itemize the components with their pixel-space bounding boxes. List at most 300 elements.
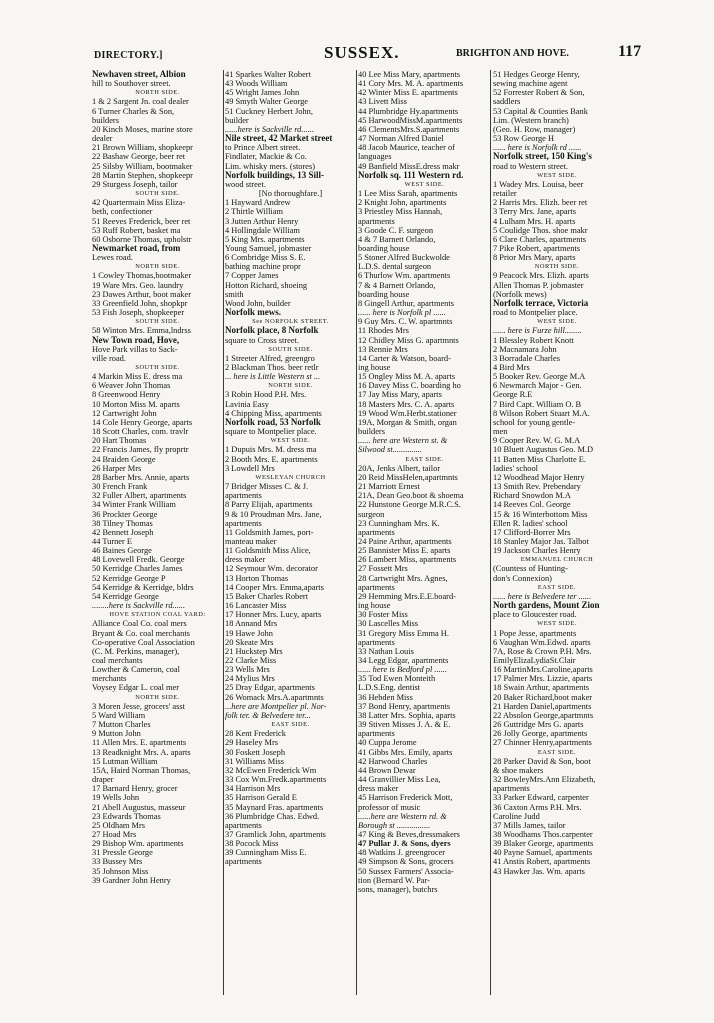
directory-entry: apartments bbox=[225, 518, 262, 528]
directory-entry: 24 Mylius Mrs bbox=[225, 674, 275, 684]
directory-entry: 36 Plumbridge Chas. Edwd. bbox=[225, 811, 320, 821]
directory-entry: 9 Cooper Rev. W. G. M.A bbox=[493, 436, 581, 446]
directory-entry: 5 Ward William bbox=[92, 710, 146, 720]
directory-entry: 43 Woods William bbox=[225, 79, 288, 89]
directory-entry: 37 Bond Henry, apartments bbox=[358, 701, 451, 711]
directory-entry: sons, manager), butchrs bbox=[358, 884, 438, 894]
directory-entry: George R.E bbox=[493, 390, 533, 400]
directory-entry: 42 Bennett Joseph bbox=[92, 527, 154, 537]
side-label: NORTH SIDE. bbox=[135, 89, 180, 97]
cross-reference: ...... here is Furze hill........ bbox=[493, 326, 582, 336]
side-label: WEST SIDE. bbox=[537, 318, 577, 326]
directory-column-1 bbox=[92, 70, 223, 985]
directory-entry: 3 Moren Jesse, grocers' asst bbox=[92, 701, 185, 711]
side-label: SOUTH SIDE. bbox=[268, 345, 313, 353]
directory-entry: 3 Borradale Charles bbox=[493, 353, 560, 363]
directory-entry: 20A, Jenks Albert, tailor bbox=[358, 463, 441, 473]
directory-entry: apartments bbox=[225, 491, 262, 501]
directory-entry: & shoe makers bbox=[493, 765, 544, 775]
directory-entry: retailer bbox=[493, 189, 517, 199]
directory-column-3 bbox=[358, 70, 491, 1000]
street-heading: Newmarket road, from bbox=[92, 243, 181, 253]
directory-entry: 1 & 2 Sargent Jn. coal dealer bbox=[92, 97, 189, 107]
directory-entry: 1 Pope Jesse, apartments bbox=[493, 628, 577, 638]
side-label: EAST SIDE. bbox=[537, 583, 577, 591]
directory-entry: 28 Kent Frederick bbox=[225, 729, 286, 739]
side-label: NORTH SIDE. bbox=[534, 263, 580, 271]
directory-entry: 26 Lambert Miss, apartments bbox=[358, 555, 457, 565]
directory-entry: 47 King & Beves,dressmakers bbox=[358, 829, 460, 839]
directory-entry: 17 Honner Mrs. Lucy, aparts bbox=[225, 610, 322, 620]
directory-entry: L.D.S. dental surgeon bbox=[358, 262, 432, 272]
directory-entry: 37 Gramlick John, apartments bbox=[225, 829, 326, 839]
directory-entry: 38 Latter Mrs. Sophia, aparts bbox=[358, 710, 456, 720]
header-left: DIRECTORY.] bbox=[94, 50, 163, 61]
directory-entry: 58 Winton Mrs. Emma,lndrss bbox=[92, 326, 191, 336]
directory-entry: Bryant & Co. coal merchants bbox=[92, 628, 190, 638]
directory-entry: 12 Seymour Wm. decorator bbox=[225, 564, 318, 574]
directory-entry: 1 Dupuis Mrs. M. dress ma bbox=[225, 445, 317, 455]
directory-entry: 7 Pike Robert, apartments bbox=[493, 243, 580, 253]
directory-entry: 2 Booth Mrs. E. apartments bbox=[225, 454, 318, 464]
directory-entry: apartments bbox=[493, 784, 530, 794]
directory-entry: school for young gentle- bbox=[493, 417, 576, 427]
directory-entry: merchants bbox=[92, 674, 127, 684]
directory-entry: 13 Rennie Mrs bbox=[358, 344, 408, 354]
street-heading: Norfolk street, 150 King's bbox=[493, 152, 592, 162]
directory-entry: 51 Hedges George Henry, bbox=[493, 70, 580, 79]
directory-entry: 27 Fossett Mrs bbox=[358, 564, 408, 574]
directory-entry: 2 Knight John, apartments bbox=[358, 198, 447, 208]
directory-entry: 24 Paine Arthur, apartments bbox=[358, 536, 452, 546]
side-label: HOVE STATION COAL YARD: bbox=[109, 611, 206, 619]
directory-entry: 26 Harper Mrs bbox=[92, 463, 142, 473]
cross-reference: Silwood st.............. bbox=[358, 445, 422, 455]
directory-entry: 35 Harrison Gerald E bbox=[225, 793, 297, 803]
directory-entry: 20 Reid MissHelen,apartmnts bbox=[358, 472, 458, 482]
directory-entry: 3 Priestley Miss Hannah, bbox=[358, 207, 443, 217]
directory-entry: 50 Sussex Farmers' Associa- bbox=[358, 866, 454, 876]
directory-entry: Ellen R. ladies' school bbox=[493, 518, 568, 528]
side-label: EAST SIDE. bbox=[271, 721, 310, 729]
directory-entry: 22 Absolon George,apartmnts bbox=[493, 710, 594, 720]
directory-entry: 44 Turner E bbox=[92, 536, 133, 546]
directory-entry: Findlater, Mackie & Co. bbox=[225, 152, 307, 162]
directory-entry: 16 Lancaster Miss bbox=[225, 601, 287, 611]
directory-entry: surgeon bbox=[358, 509, 385, 519]
directory-entry: 19 Wood Wm.Herbt.stationer bbox=[358, 408, 457, 418]
directory-entry: 8 Prior Mrs Mary, aparts bbox=[493, 253, 576, 263]
directory-entry: 17 Barnard Henry, grocer bbox=[92, 784, 178, 794]
running-header bbox=[92, 43, 714, 63]
side-label: EMMANUEL CHURCH bbox=[520, 556, 594, 564]
directory-entry: 38 Woodhams Thos.carpenter bbox=[493, 829, 593, 839]
side-label: WEST SIDE. bbox=[537, 620, 577, 628]
directory-entry: Lewes road. bbox=[92, 253, 133, 263]
directory-entry: ing house bbox=[358, 363, 391, 372]
directory-column-4 bbox=[493, 70, 621, 990]
directory-entry: 21 Marriott Ernest bbox=[358, 482, 420, 492]
directory-entry: 24 Braiden George bbox=[92, 454, 156, 464]
cross-reference: ......here is Sackville rd...... bbox=[225, 124, 314, 134]
directory-entry: 23 Wells Mrs bbox=[225, 665, 270, 675]
directory-entry: 7 Bird Capt. William O. B bbox=[493, 399, 582, 409]
directory-entry: 11 Batten Miss Charlotte E. bbox=[493, 454, 586, 464]
directory-entry: 15 Baker Charles Robert bbox=[225, 591, 309, 601]
directory-entry: 17 Jay Miss Mary, aparts bbox=[358, 390, 442, 400]
directory-entry: 19 Hawe John bbox=[225, 628, 273, 638]
directory-entry: 51 Cuckney Herbert John, bbox=[225, 106, 313, 116]
directory-entry: 6 Newmarch Major - Gen. bbox=[493, 381, 582, 391]
directory-entry: (Countess of Hunting- bbox=[493, 564, 568, 574]
header-title: SUSSEX. bbox=[324, 43, 400, 62]
directory-entry: 50 Kerridge Charles James bbox=[92, 564, 183, 574]
directory-entry: 4 Markin Miss E. dress ma bbox=[92, 372, 183, 382]
directory-entry: 18 Masters Mrs. C. A. aparts bbox=[358, 399, 455, 409]
directory-entry: 34 Winter Frank William bbox=[92, 500, 176, 510]
street-heading: Norfolk sq. 111 Western rd. bbox=[358, 170, 464, 180]
directory-entry: boarding house bbox=[358, 289, 410, 299]
directory-entry: 31 Williams Miss bbox=[225, 756, 285, 766]
directory-entry: 12 Woodhead Major Henry bbox=[493, 472, 585, 482]
directory-entry: 27 Hoad Mrs bbox=[92, 829, 137, 839]
directory-entry: 38 Tilney Thomas bbox=[92, 518, 153, 528]
directory-entry: 26 Womack Mrs.A.apartmnts bbox=[225, 692, 324, 702]
cross-reference: ...here are Montpelier pl. Nor- bbox=[225, 701, 327, 711]
directory-entry: 47 Pullar J. & Sons, dyers bbox=[358, 839, 451, 849]
directory-entry: bathing machine propr bbox=[225, 262, 301, 272]
directory-entry: 35 Maynard Fras. apartments bbox=[225, 802, 324, 812]
directory-entry: 18 Scott Charles, com. travlr bbox=[92, 427, 189, 437]
directory-entry: 44 Plumbridge Hy.apartments bbox=[358, 106, 459, 116]
directory-entry: 3 Jutten Arthur Henry bbox=[225, 216, 299, 226]
directory-entry: builders bbox=[92, 115, 119, 125]
directory-entry: 44 Brown Dewar bbox=[358, 765, 416, 775]
directory-entry: 29 Bishop Wm. apartments bbox=[92, 839, 184, 849]
directory-entry: 49 Simpson & Sons, grocers bbox=[358, 857, 454, 867]
directory-entry: 8 Greenwood Henry bbox=[92, 390, 161, 400]
directory-entry: 18 Stanley Major Jas. Talbot bbox=[493, 536, 589, 546]
directory-entry: languages bbox=[358, 152, 392, 162]
directory-entry: 54 Kerridge George bbox=[92, 591, 159, 601]
directory-entry: 25 Bannister Miss E. aparts bbox=[358, 546, 451, 556]
cross-reference: ...... here is Norfolk pl ...... bbox=[358, 308, 446, 318]
directory-entry: 33 Bussey Mrs bbox=[92, 857, 143, 867]
directory-entry: 15 & 16 Winterbottom Miss bbox=[493, 509, 588, 519]
column-rule bbox=[223, 70, 224, 995]
directory-entry: 48 Jacob Maurice, teacher of bbox=[358, 143, 455, 153]
directory-entry: 1 Streeter Alfred, greengro bbox=[225, 353, 315, 363]
directory-entry: 7 Mutton Charles bbox=[92, 720, 151, 730]
directory-entry: 6 Thurlow Wm. apartments bbox=[358, 271, 451, 281]
directory-entry: 33 Nathan Louis bbox=[358, 646, 414, 656]
directory-entry: 34 Harrison Mrs bbox=[225, 784, 281, 794]
directory-entry: 21 Huckstep Mrs bbox=[225, 646, 283, 656]
directory-entry: 28 Barber Mrs. Annie, aparts bbox=[92, 472, 190, 482]
directory-entry: 11 Goldsmith Miss Alice, bbox=[225, 546, 311, 556]
directory-entry: 26 Jolly George, apartments bbox=[493, 729, 588, 739]
cross-reference: folk ter. & Belvedere ter... bbox=[225, 710, 311, 720]
directory-entry: 32 BowleyMrs.Ann Elizabeth, bbox=[493, 775, 596, 785]
directory-entry: apartments bbox=[358, 729, 395, 739]
directory-entry: Hove Park villas to Sack- bbox=[92, 344, 178, 354]
side-label: EAST SIDE. bbox=[405, 455, 444, 463]
directory-entry: men bbox=[493, 427, 508, 437]
directory-entry: 4 & 7 Barnett Orlando, bbox=[358, 234, 436, 244]
directory-entry: 39 Stiven Misses J. A. & E. bbox=[358, 720, 451, 730]
directory-entry: saddlers bbox=[493, 97, 521, 107]
directory-entry: 14 Carter & Watson, board- bbox=[358, 353, 451, 363]
directory-entry: 16 MartinMrs.Caroline,aparts bbox=[493, 665, 593, 675]
directory-entry: 12 Chidley Miss G. apartmnts bbox=[358, 335, 459, 345]
directory-entry: 6 Turner Charles & Son, bbox=[92, 106, 175, 116]
directory-entry: (Norfolk mews) bbox=[493, 289, 547, 299]
directory-entry: wood street. bbox=[225, 179, 266, 189]
directory-entry: 9 & 10 Proudman Mrs. Jane, bbox=[225, 509, 322, 519]
directory-entry: 30 Lascelles Miss bbox=[358, 619, 419, 629]
side-label: EAST SIDE. bbox=[537, 748, 577, 756]
directory-entry: Allen Thomas P. jobmaster bbox=[493, 280, 584, 290]
directory-entry: road to Montpelier place. bbox=[493, 308, 578, 318]
directory-entry: 7 Bridger Misses C. & J. bbox=[225, 482, 309, 492]
directory-entry: 40 Cuppa Jerome bbox=[358, 738, 417, 748]
directory-entry: EmilyElizaLydiaSt.Clair bbox=[493, 656, 576, 665]
directory-entry: 29 Haseley Mrs bbox=[225, 738, 279, 748]
directory-entry: 42 Winter Miss E. apartments bbox=[358, 88, 458, 98]
side-label: WEST SIDE. bbox=[404, 180, 445, 188]
directory-entry: 40 Payne Samuel, apartments bbox=[493, 848, 593, 858]
cross-reference: Borough st ................ bbox=[358, 820, 431, 830]
directory-entry: Richard Snowdon M.A bbox=[493, 491, 571, 501]
directory-entry: boarding house bbox=[358, 243, 410, 253]
directory-entry: 33 Greenfield John, shopkpr bbox=[92, 298, 188, 308]
directory-entry: 9 Guy Mrs. C. W. apartmnts bbox=[358, 317, 453, 327]
directory-entry: 46 ClementsMrs.S.apartments bbox=[358, 124, 460, 134]
directory-entry: apartments bbox=[225, 857, 262, 867]
directory-entry: 21 Harden Daniel,apartments bbox=[493, 701, 592, 711]
directory-entry: Hotton Richard, shoeing bbox=[225, 280, 308, 290]
directory-entry: 2 Macnamara John bbox=[493, 344, 557, 354]
directory-entry: Alliance Coal Co. coal mers bbox=[92, 619, 187, 629]
directory-entry: manteau maker bbox=[225, 536, 277, 546]
directory-entry: 19 Wells John bbox=[92, 793, 140, 803]
directory-entry: apartments bbox=[358, 637, 395, 647]
directory-entry: 52 Forrester Robert & Son, bbox=[493, 88, 585, 98]
directory-entry: 43 Hawker Jas. Wm. aparts bbox=[493, 866, 585, 876]
cross-reference: ...... here is Norfolk rd ...... bbox=[493, 143, 582, 153]
directory-entry: 25 Oldham Mrs bbox=[92, 820, 146, 830]
directory-entry: 17 Palmer Mrs. Lizzie, aparts bbox=[493, 674, 593, 684]
page-number: 117 bbox=[618, 43, 642, 60]
directory-entry: 34 Legg Edgar, apartments bbox=[358, 656, 449, 665]
directory-entry: 6 Combridge Miss S. E. bbox=[225, 253, 306, 263]
directory-entry: 3 Lowdell Mrs bbox=[225, 463, 275, 473]
directory-entry: place to Gloucester road. bbox=[493, 610, 577, 620]
directory-entry: 42 Harwood Charles bbox=[358, 756, 428, 766]
directory-entry: square to Cross street. bbox=[225, 335, 299, 345]
directory-entry: L.D.S.Eng. dentist bbox=[358, 683, 421, 693]
directory-entry: 16 Davey Miss C. boarding ho bbox=[358, 381, 461, 391]
directory-entry: 32 McEwen Frederick Wm bbox=[225, 765, 317, 775]
directory-entry: Voysey Edgar L. coal mer bbox=[92, 683, 180, 693]
directory-entry: 4 Hollingdale William bbox=[225, 225, 300, 235]
directory-entry: 14 Reeves Col. George bbox=[493, 500, 571, 510]
directory-entry: 45 Wright James John bbox=[225, 88, 300, 98]
directory-entry: 31 Pressle George bbox=[92, 848, 153, 858]
directory-entry: 30 Foster Miss bbox=[358, 610, 408, 620]
directory-entry: 21 Abell Augustus, masseur bbox=[92, 802, 186, 812]
cross-reference: ......here are Western rd. & bbox=[358, 811, 447, 821]
directory-entry: apartments bbox=[358, 582, 395, 592]
directory-entry: 7 Copper James bbox=[225, 271, 279, 281]
directory-entry: 9 Mutton John bbox=[92, 729, 141, 739]
directory-entry: 33 Parker Edward, carpenter bbox=[493, 793, 589, 803]
directory-entry: 37 Mills James, tailor bbox=[493, 820, 566, 830]
directory-entry: (Geo. H. Row, manager) bbox=[493, 124, 576, 134]
directory-entry: 42 Quartermain Miss Eliza- bbox=[92, 198, 186, 208]
directory-entry: 41 Cory Mrs. M. A. apartments bbox=[358, 79, 464, 89]
directory-entry: 36 Caxton Arms P.H. Mrs. bbox=[493, 802, 582, 812]
directory-entry: Lowther & Cameron, coal bbox=[92, 665, 180, 675]
directory-entry: 4 Chipping Miss, apartments bbox=[225, 408, 322, 418]
directory-entry: 41 Anstis Robert, apartments bbox=[493, 857, 591, 867]
directory-entry: 22 Bashaw George, beer ret bbox=[92, 152, 186, 162]
cross-reference: ...... here is Bedford pl ...... bbox=[358, 665, 447, 675]
directory-entry: 14 Cole Henry George, aparts bbox=[92, 417, 193, 427]
directory-entry: 6 Clare Charles, apartments bbox=[493, 234, 587, 244]
side-label: NORTH SIDE. bbox=[268, 382, 313, 390]
directory-entry: 17 Clifford-Borrer Mrs bbox=[493, 527, 571, 537]
directory-entry: 1 Lee Miss Sarah, apartments bbox=[358, 189, 458, 199]
directory-entry: beth, confectioner bbox=[92, 207, 153, 217]
directory-entry: 31 Gregory Miss Emma H. bbox=[358, 628, 449, 638]
directory-entry: 20 Kinch Moses, marine store bbox=[92, 124, 193, 134]
directory-entry: 45 HarwoodMissM.apartments bbox=[358, 115, 463, 125]
directory-entry: 1 Cowley Thomas,bootmaker bbox=[92, 271, 192, 281]
directory-entry: 28 Cartwright Mrs. Agnes, bbox=[358, 573, 448, 583]
directory-entry: 36 Hebden Miss bbox=[358, 692, 413, 702]
directory-entry: 28 Martin Stephen, shopkeepr bbox=[92, 170, 193, 180]
directory-entry: ing house bbox=[358, 601, 391, 611]
cross-reference: ... here is Little Western st ... bbox=[225, 372, 321, 382]
directory-entry: 1 Blessley Robert Knott bbox=[493, 335, 574, 345]
side-label: NORTH SIDE. bbox=[135, 693, 180, 701]
side-label: SOUTH SIDE. bbox=[135, 190, 180, 198]
directory-entry: 4 Bird Mrs bbox=[493, 363, 530, 372]
directory-entry: 48 Watkins J. greengrocer bbox=[358, 848, 446, 858]
side-label: SOUTH SIDE. bbox=[135, 318, 180, 326]
directory-entry: ladies' school bbox=[493, 463, 539, 473]
directory-entry: 18 Annand Mrs bbox=[225, 619, 278, 629]
directory-entry: 2 Thirtle William bbox=[225, 207, 283, 217]
directory-entry: 21 Brown William, shopkeepr bbox=[92, 143, 193, 153]
directory-entry: 36 Prockter George bbox=[92, 509, 158, 519]
directory-entry: 15 Ongley Miss M. A. aparts bbox=[358, 372, 456, 382]
directory-entry: 3 Goode C. F. surgeon bbox=[358, 225, 434, 235]
directory-entry: builder bbox=[225, 115, 249, 125]
header-right: BRIGHTON AND HOVE. bbox=[456, 48, 569, 59]
directory-entry: 11 Allen Mrs. E. apartments bbox=[92, 738, 187, 748]
directory-entry: 11 Rhodes Mrs bbox=[358, 326, 409, 336]
directory-entry: 13 Smith Rev. Prebendary bbox=[493, 482, 581, 492]
directory-entry: square to Montpelier place. bbox=[225, 427, 317, 437]
directory-entry: 33 Cox Wm.Fredk.apartments bbox=[225, 775, 327, 785]
directory-entry: 47 Norman Alfred Daniel bbox=[358, 134, 444, 144]
directory-entry: 45 Harrison Frederick Mott, bbox=[358, 793, 453, 803]
directory-entry: 6 Vaughan Wm.Edwd. aparts bbox=[493, 637, 591, 647]
side-label: NORTH SIDE. bbox=[135, 263, 180, 271]
directory-entry: dress maker bbox=[225, 555, 266, 565]
directory-entry: 38 Pocock Miss bbox=[225, 839, 279, 849]
directory-entry: 49 Smyth Walter George bbox=[225, 97, 308, 107]
directory-entry: 41 Gibbs Mrs. Emily, aparts bbox=[358, 747, 453, 757]
directory-entry: professor of music bbox=[358, 802, 421, 812]
directory-entry: 14 Cooper Mrs. Emma,aparts bbox=[225, 582, 324, 592]
directory-entry: 39 Gardner John Henry bbox=[92, 875, 171, 885]
directory-entry: 49 Banfield MissE.dress makr bbox=[358, 161, 460, 171]
directory-entry: apartments bbox=[358, 216, 395, 226]
directory-entry: 23 Cunningham Mrs. K. bbox=[358, 518, 440, 528]
directory-entry: coal merchants bbox=[92, 656, 143, 665]
directory-entry: 35 Tod Ewen Monteith bbox=[358, 674, 436, 684]
directory-entry: builders bbox=[358, 427, 385, 437]
directory-entry: Lim. whisky mers. (stores) bbox=[225, 161, 316, 171]
directory-entry: 29 Hemming Mrs.E.E.board- bbox=[358, 591, 456, 601]
directory-entry: 22 Francis James, fly proprtr bbox=[92, 445, 189, 455]
directory-entry: 20 Hart Thomas bbox=[92, 436, 147, 446]
street-heading: Nile street, 42 Market street bbox=[225, 134, 333, 144]
directory-entry: tion (Bernard W. Par- bbox=[358, 875, 430, 885]
directory-entry: 27 Chinner Henry,apartments bbox=[493, 738, 592, 748]
directory-entry: Caroline Judd bbox=[493, 811, 540, 821]
directory-entry: 5 Stoner Alfred Buckwolde bbox=[358, 253, 450, 263]
directory-entry: road to Western street. bbox=[493, 161, 568, 171]
street-heading: Norfolk buildings, 13 Sill- bbox=[225, 170, 325, 180]
directory-entry: apartments bbox=[225, 820, 262, 830]
directory-entry: 19 Ware Mrs. Geo. laundry bbox=[92, 280, 184, 290]
directory-entry: (C. M. Perkins, manager), bbox=[92, 646, 180, 656]
directory-entry: don's Connexion) bbox=[493, 573, 552, 583]
directory-entry: 9 Peacock Mrs. Elizh. aparts bbox=[493, 271, 589, 281]
directory-entry: 25 Dray Edgar, apartments bbox=[225, 683, 315, 693]
directory-entry: 53 Ruff Robert, basket ma bbox=[92, 225, 181, 235]
street-heading: Norfolk road, 53 Norfolk bbox=[225, 417, 321, 427]
directory-entry: 10 Morton Miss M. aparts bbox=[92, 399, 180, 409]
directory-entry: 12 Cartwright John bbox=[92, 408, 157, 418]
directory-entry: 1 Wadey Mrs. Louisa, beer bbox=[493, 179, 584, 189]
column-rule bbox=[356, 70, 357, 995]
directory-entry: 40 Lee Miss Mary, apartments bbox=[358, 70, 461, 79]
directory-entry: 44 Granvillier Miss Lea, bbox=[358, 775, 441, 785]
directory-entry: 39 Blaker George, apartments bbox=[493, 839, 594, 849]
directory-entry: 52 Kerridge George P bbox=[92, 573, 166, 583]
directory-entry: 28 Parker David & Son, boot bbox=[493, 756, 591, 766]
directory-entry: Lavinia Easy bbox=[225, 399, 269, 409]
directory-entry: 51 Reeves Frederick, beer ret bbox=[92, 216, 191, 226]
directory-entry: Co-operative Coal Association bbox=[92, 637, 195, 647]
directory-entry: 20 Skeate Mrs bbox=[225, 637, 274, 647]
street-heading: Norfolk mews. bbox=[225, 308, 281, 318]
directory-entry: draper bbox=[92, 775, 114, 785]
street-heading: Norfolk terrace, Victoria bbox=[493, 298, 589, 308]
directory-entry: 7 & 4 Barnett Orlando, bbox=[358, 280, 436, 290]
directory-entry: apartments bbox=[358, 527, 395, 537]
directory-entry: 41 Sparkes Walter Robert bbox=[225, 70, 311, 79]
directory-entry: 2 Harris Mrs. Elizh. beer ret bbox=[493, 198, 588, 208]
side-label: WESLEYAN CHURCH bbox=[255, 473, 326, 481]
directory-entry: sewing machine agent bbox=[493, 79, 568, 89]
street-heading: Newhaven street, Albion bbox=[92, 70, 186, 79]
